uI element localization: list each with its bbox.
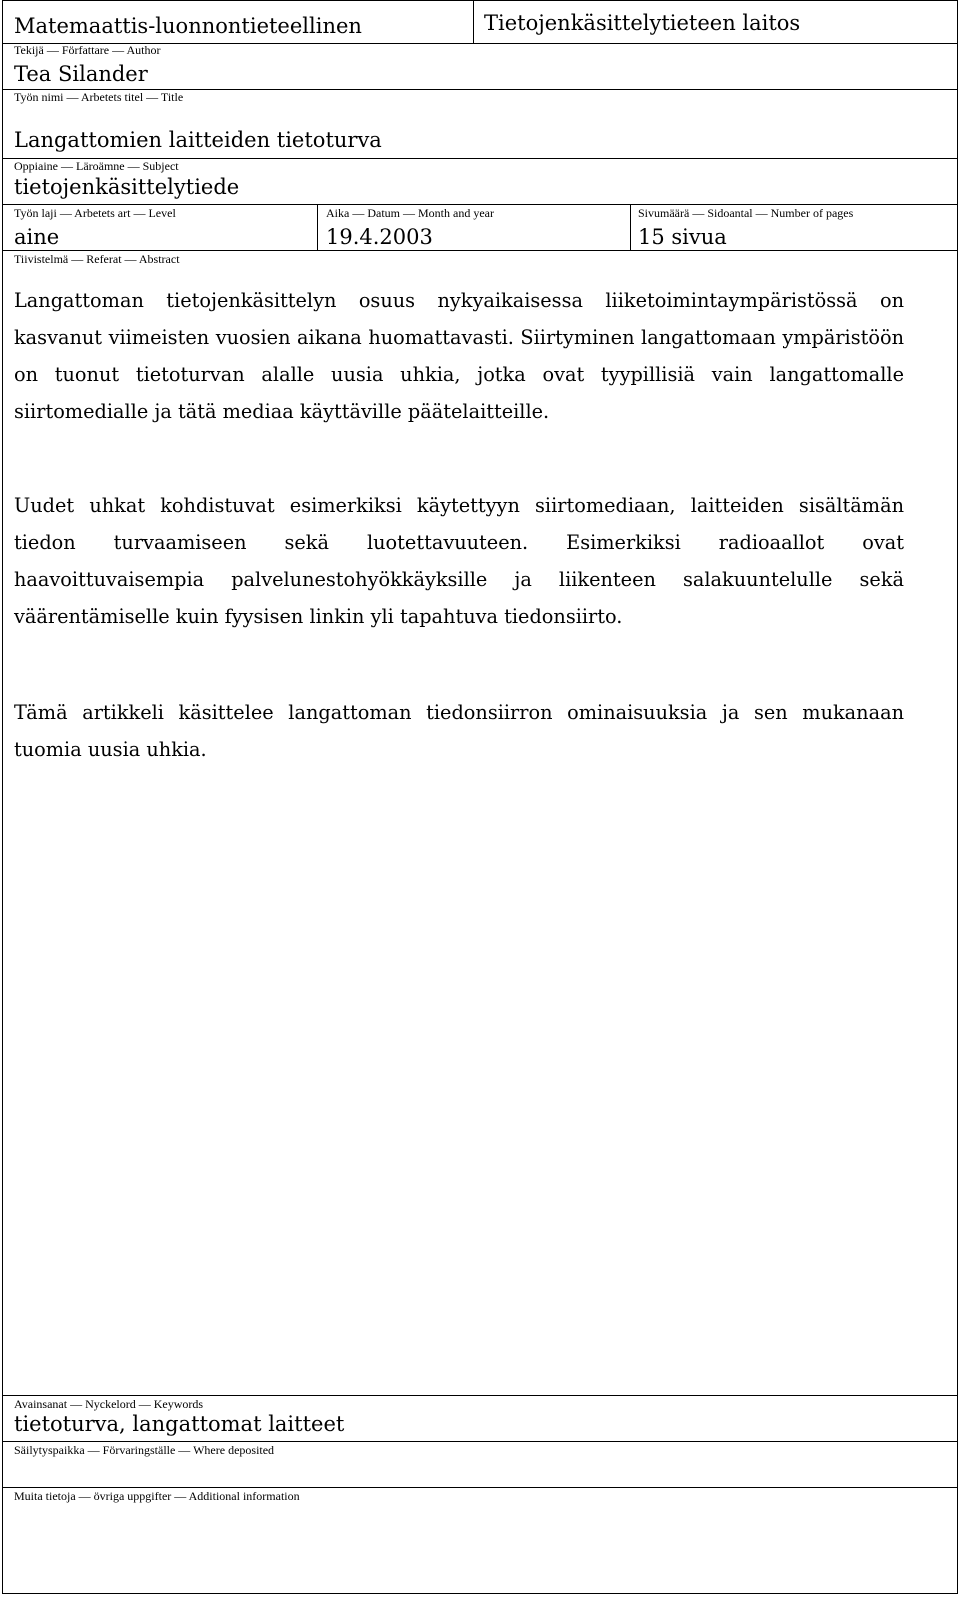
additional-label: Muita tietoja — övriga uppgifter — Additional information [14,1489,300,1503]
date-value: 19.4.2003 [326,225,433,249]
pages-label: Sivumäärä — Sidoantal — Number of pages [638,206,854,220]
author-value: Tea Silander [14,62,148,86]
divider [3,204,957,205]
keywords-value: tietoturva, langattomat laitteet [14,1412,345,1436]
date-label: Aika — Datum — Month and year [326,206,494,220]
title-value: Langattomien laitteiden tietoturva [14,128,382,152]
divider [3,1487,957,1488]
divider [3,1395,957,1396]
subject-value: tietojenkäsittelytiede [14,175,240,199]
abstract-label: Tiivistelmä — Referat — Abstract [14,252,180,266]
level-value: aine [14,225,60,249]
deposited-label: Säilytyspaikka — Förvaringställe — Where deposited [14,1443,275,1457]
pages-value: 15 sivua [638,225,727,249]
level-label: Työn laji — Arbetets art — Level [14,206,176,220]
faculty-name: Matemaattis-luonnontieteellinen [14,14,362,38]
abstract-paragraph: Langattoman tietojenkäsittelyn osuus nykyaikaisessa liiketoimintaympäristössä on kasvanut viimeisten vuosien aikana huomattavasti. Siirtyminen langattomaan ympäristöön on tuonut tietoturvan alalle uusia uhkia, jotka ovat tyypillisiä vain langattomalle siirtomedialle ja tätä mediaa käyttäville päätelaitteille. [14,289,904,423]
subject-label: Oppiaine — Läroämne — Subject [14,159,179,173]
author-label: Tekijä — Författare — Author [14,43,161,57]
abstract-paragraph: Tämä artikkeli käsittelee langattoman tiedonsiirron ominaisuuksia ja sen mukanaan tuomia uusia uhkia. [14,701,904,761]
abstract-form [2,0,958,1594]
keywords-label: Avainsanat — Nyckelord — Keywords [14,1397,204,1411]
header-divider [473,1,474,44]
department-name: Tietojenkäsittelytieteen laitos [484,11,801,35]
title-label: Työn nimi — Arbetets titel — Title [14,90,184,104]
level-divider [317,204,318,251]
abstract-paragraph: Uudet uhkat kohdistuvat esimerkiksi käytettyyn siirtomediaan, laitteiden sisältämän tiedon turvaamiseen sekä luotettavuuteen. Esimerkiksi radioaallot ovat haavoittuvaisempia palvelunestohyökkäyksille ja liikenteen salakuuntelulle sekä väärentämiselle kuin fyysisen linkin yli tapahtuva tiedonsiirto. [14,494,904,628]
divider [3,1441,957,1442]
divider [3,250,957,251]
date-divider [630,204,631,251]
